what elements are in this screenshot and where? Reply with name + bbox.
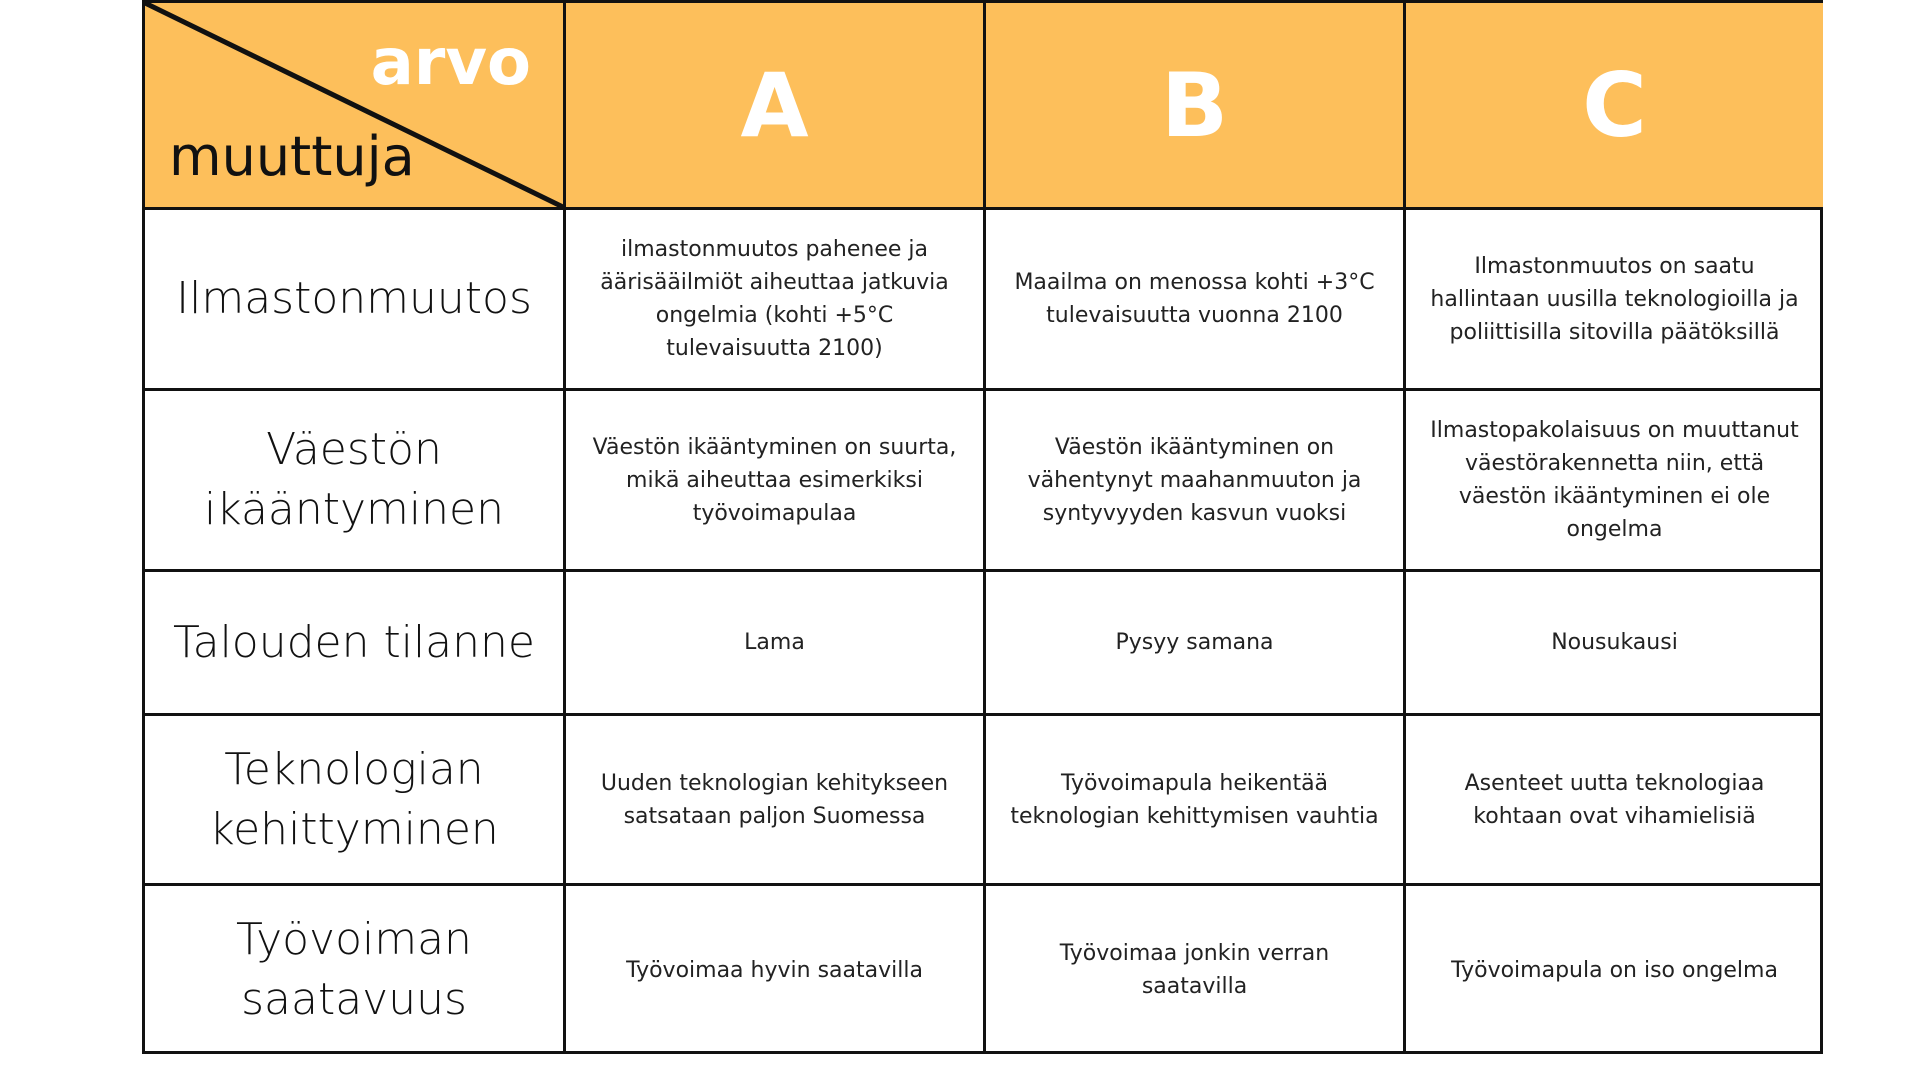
table-cell: Väestön ikääntyminen on suurta, mikä aiheuttaa esimerkiksi työvoimapulaa: [563, 388, 983, 569]
table-cell: Lama: [563, 569, 983, 713]
table-cell: Työvoimapula on iso ongelma: [1403, 883, 1823, 1054]
row-label-economy: Talouden tilanne: [142, 569, 563, 713]
scenario-table: [142, 0, 1823, 1054]
table-cell: ilmastonmuutos pahenee ja äärisääilmiöt aiheuttaa jatkuvia ongelmia (kohti +5°C tulevaisuutta 2100): [563, 207, 983, 388]
table-cell: Asenteet uutta teknologiaa kohtaan ovat vihamielisiä: [1403, 713, 1823, 883]
row-label-aging: Väestön ikääntyminen: [142, 388, 563, 569]
table-cell: Maailma on menossa kohti +3°C tulevaisuutta vuonna 2100: [983, 207, 1403, 388]
table-cell: Uuden teknologian kehitykseen satsataan paljon Suomessa: [563, 713, 983, 883]
table-cell: Työvoimaa jonkin verran saatavilla: [983, 883, 1403, 1054]
row-label-technology: Teknologian kehittyminen: [142, 713, 563, 883]
table-cell: Nousukausi: [1403, 569, 1823, 713]
corner-header-cell: [142, 0, 563, 207]
table-cell: Väestön ikääntyminen on vähentynyt maahanmuuton ja syntyvyyden kasvun vuoksi: [983, 388, 1403, 569]
table-cell: Ilmastopakolaisuus on muuttanut väestörakennetta niin, että väestön ikääntyminen ei ole ongelma: [1403, 388, 1823, 569]
column-header-c: C: [1403, 0, 1823, 207]
column-header-a: A: [563, 0, 983, 207]
table-cell: Pysyy samana: [983, 569, 1403, 713]
row-label-workforce: Työvoiman saatavuus: [142, 883, 563, 1054]
corner-variable-label: muuttuja: [169, 125, 415, 188]
table-cell: Ilmastonmuutos on saatu hallintaan uusilla teknologioilla ja poliittisilla sitovilla päätöksillä: [1403, 207, 1823, 388]
row-label-climate: Ilmastonmuutos: [142, 207, 563, 388]
table-cell: Työvoimapula heikentää teknologian kehittymisen vauhtia: [983, 713, 1403, 883]
column-header-b: B: [983, 0, 1403, 207]
table-cell: Työvoimaa hyvin saatavilla: [563, 883, 983, 1054]
corner-value-label: arvo: [370, 26, 531, 100]
